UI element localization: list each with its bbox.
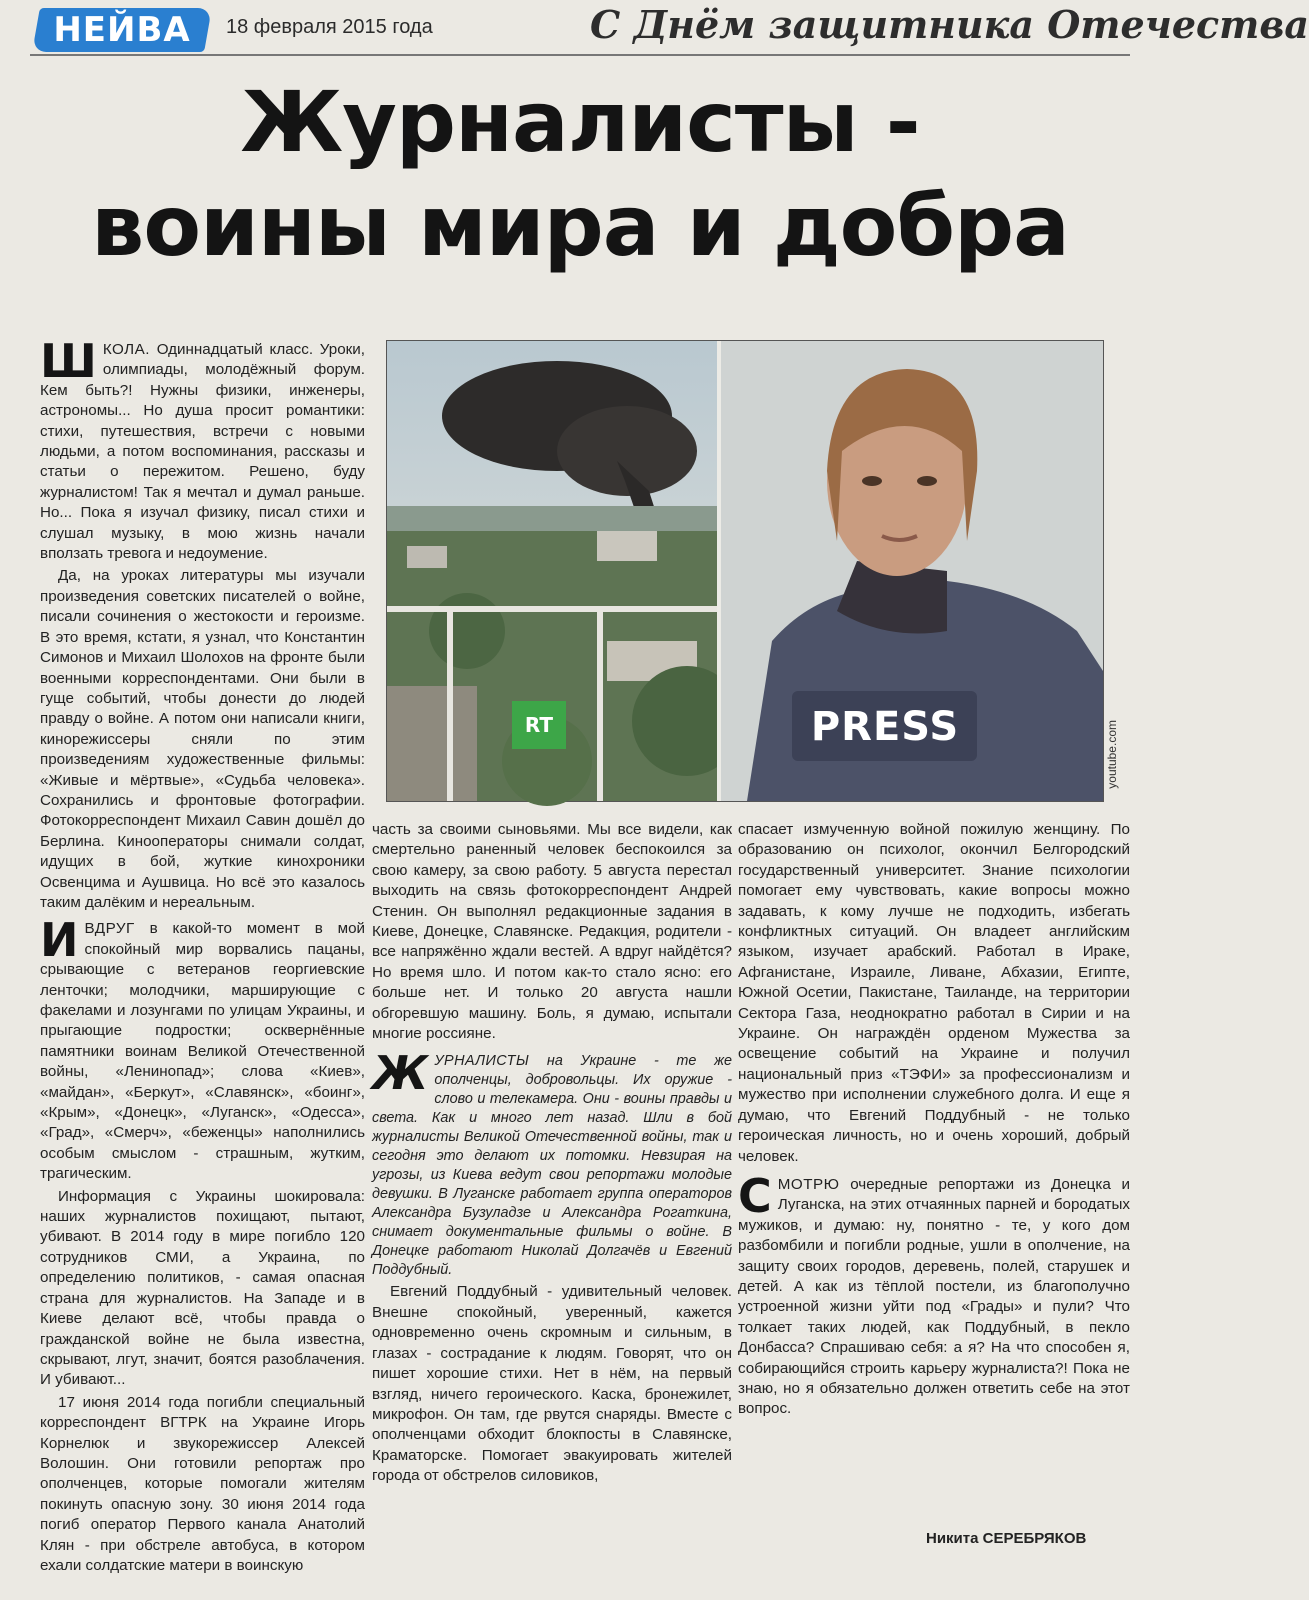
paragraph: Да, на уроках литературы мы изучали произведения советских писателей о войне, писали сочинения о жестокости и героизме. В это время, кстати, я узнал, что Константин Симонов и Михаил Шолохов на фронте были военными корреспондентами. Они были в гуще событий, чтобы донести до людей правду о войне. А потом они написали книги, кинорежиссеры сняли по этим произведениям художественные фильмы: «Живые и мёртвые», «Судьба человека». Сохранились и фронтовые фотографии. Фотокорреспондент Михаил Савин дошёл до Берлина. Кинооператоры снимали солдат, идущих в бой, жуткие кинохроники Освенцима и Аушвица. Но всё это казалось таким далёким и нереальным. bbox=[40, 567, 365, 911]
header-divider bbox=[30, 54, 1130, 56]
article-column-3 bbox=[738, 820, 1130, 1422]
article-headline bbox=[30, 70, 1130, 278]
drop-cap: С bbox=[738, 1168, 772, 1223]
headline-line-1: Журналисты - bbox=[240, 73, 920, 171]
photo-illustration bbox=[387, 341, 1103, 801]
press-label: PRESS bbox=[810, 704, 960, 750]
paragraph: часть за своими сыновьями. Мы все видели, как смертельно раненный человек беспокоился за свою камеру, за свою работу. 5 августа перестал выходить на связь фотокорреспондент Андрей Стенин. Он выполнял редакционные задания в Киеве, Донецке, Славянске. Редакция, родители - все напряжённо ждали вестей. А вдруг найдётся? Но время шло. И потом как-то стало ясно: его больше нет. И только 20 августа нашли обгоревшую машину. Боль, я думаю, испытали многие россияне. bbox=[372, 821, 732, 1043]
drop-cap: И bbox=[40, 913, 79, 968]
holiday-banner: С Днём защитника Отечества bbox=[590, 2, 1309, 47]
article-photo bbox=[386, 340, 1104, 802]
issue-date: 18 февраля 2015 года bbox=[226, 16, 433, 38]
paragraph: Евгений Поддубный - удивительный человек. Внешне спокойный, уверенный, кажется одновременно очень скромным и сильным, в глазах - сострадание к людям. Говорят, что он пишет хорошие стихи. Нет в нём, на первый взгляд, ничего героического. Каска, бронежилет, микрофон. Он там, где рвутся снаряды. Вместе с ополченцами обходит блокпосты в Славянске, Краматорске. Помогает эвакуировать жителей города от обстрелов силовиков, bbox=[372, 1283, 732, 1485]
paragraph: СМОТРЮ очередные репортажи из Донецка и Луганска, на этих отчаянных парней и бородатых мужиков, и думаю: ну, понятно - те, у кого дом разбомбили и погибли родные, ушли в ополчение, на защиту своих городов, деревень, полей, старушек и детей. А как из тёплой постели, из благополучно устроенной жизни уйти под «Грады» и пули? Что толкает таких людей, как Поддубный, в пекло Донбасса? Спрашиваю себя: а я? На что способен я, собирающийся строить карьеру журналиста?! Пока не знаю, но я обязательно должен ответить себе на этот вопрос. bbox=[738, 1168, 1130, 1418]
author-byline: Никита СЕРЕБРЯКОВ bbox=[926, 1530, 1087, 1547]
article-column-2 bbox=[372, 820, 732, 1489]
paragraph: ИВДРУГ в какой-то момент в мой спокойный мир ворвались пацаны, срывающие с ветеранов георгиевские ленточки; молодчики, марширующие с факелами и лозунгами по улицам Украины, и прыгающие подростки; осквернённые памятники воинам Великой Отечественной войны, «Ленинопад»; слова «Киев», «майдан», «Беркут», «Славянск», «боинг», «Крым», «Донецк», «Луганск», «Одесса», «Град», «Смерч», «беженцы» наполнились особым смыслом - страшным, жутким, трагическим. bbox=[40, 913, 365, 1183]
paragraph: 17 июня 2014 года погибли специальный корреспондент ВГТРК на Украине Игорь Корнелюк и звукорежиссер Алексей Волошин. Они готовили репортаж про ополченцев, которые помогали жителям покинуть опасную зону. 30 июня 2014 года погиб оператор Первого канала Анатолий Клян - при обстреле автобуса, в котором ехали солдатские матери в воинскую bbox=[40, 1393, 365, 1574]
drop-cap: Ж bbox=[372, 1046, 429, 1101]
paragraph: Информация с Украины шокировала: наших журналистов похищают, пытают, убивают. В 2014 году в мире погибло 120 сотрудников СМИ, а Украина, по определению политиков, - самая опасная страна для журналистов. На Западе и в Киеве делают всё, чтобы правда о гражданской войне не была известна, скрывают, лгут, значит, боятся разоблачения. И убивают... bbox=[40, 1187, 365, 1389]
article-column-1 bbox=[40, 334, 365, 1578]
drop-cap: Ш bbox=[40, 334, 97, 388]
paragraph: спасает измученную войной пожилую женщину. По образованию он психолог, окончил Белгородский государственный университет. Знание психологии помогает ему чувствовать, какие вопросы можно задавать, к кому лучше не подходить, избегать конфликтных ситуаций. Он владеет английским языком, изучает арабский. Работал в Ираке, Афганистане, Израиле, Ливане, Абхазии, Египте, Южной Осетии, Пакистане, Таиланде, на территории Сектора Газа, неоднократно работал в Сирии и на Украине. Он награждён орденом Мужества за освещение событий на Украине и получил национальный приз «ТЭФИ» за профессионализм и мужество при исполнении служебного долга. И еще я думаю, что Евгений Поддубный - не только героическая личность, но и очень хороший, добрый человек. bbox=[738, 821, 1130, 1165]
newspaper-header bbox=[0, 0, 1309, 60]
newspaper-logo: НЕЙВА bbox=[32, 8, 212, 52]
photo-credit: youtube.com bbox=[1105, 720, 1119, 789]
rt-logo: RT bbox=[512, 701, 566, 749]
headline-line-2: воины мира и добра bbox=[91, 177, 1069, 275]
paragraph: ЖУРНАЛИСТЫ на Украине - те же ополченцы, добровольцы. Их оружие - слово и телекамера. Они - воины правды и света. Как и много лет назад. Шли в бой журналисты Великой Отечественной войны, так и сегодня это делают их потомки. Невзирая на угрозы, из Киева ведут свои репортажи молодые девушки. В Луганске работает группа операторов Александра Бузуладзе и Александра Рогаткина, снимает документальные фильмы о войне. В Донецке работают Николай Долгачёв и Евгений Поддубный. bbox=[372, 1046, 732, 1279]
paragraph: ШКОЛА. Одиннадцатый класс. Уроки, олимпиады, молодёжный форум. Кем быть?! Нужны физики, инженеры, астрономы... Но душа просит романтики: стихи, путешествия, встречи с новыми людьми, а потом воспоминания, рассказы и статьи о пережитом. Решено, буду журналистом! Так я мечтал и думал раньше. Но... Пока я изучал физику, писал стихи и слушал музыку, в мою жизнь начали вползать тревога и недоумение. bbox=[40, 334, 365, 563]
